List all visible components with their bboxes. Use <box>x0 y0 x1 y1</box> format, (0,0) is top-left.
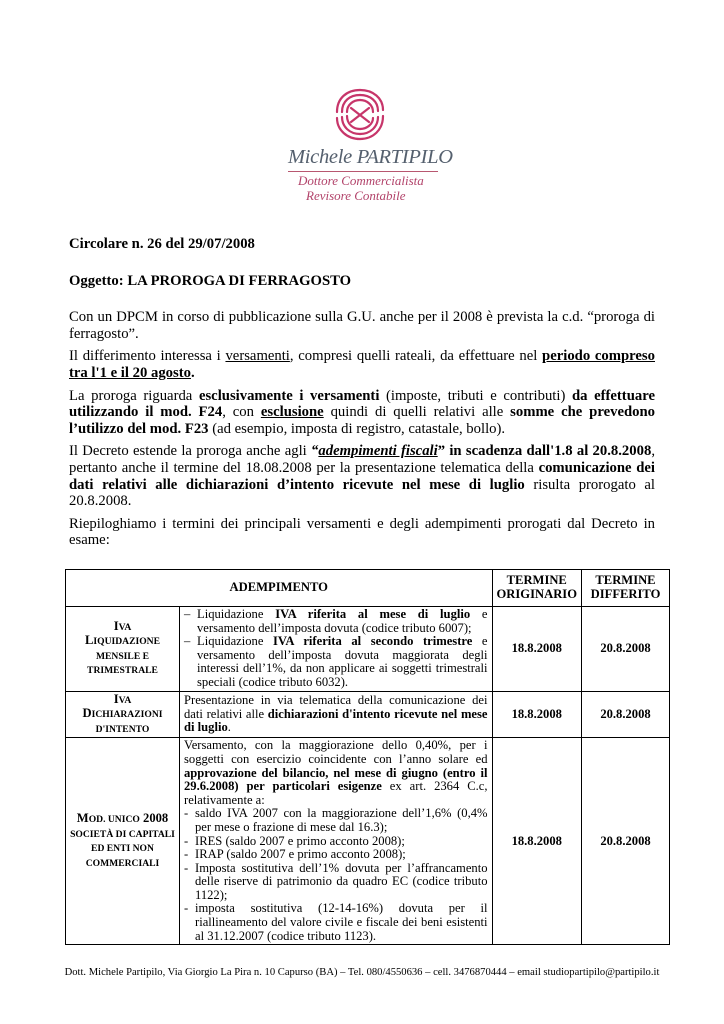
column-header-termine-differito: TERMINE DIFFERITO <box>582 570 670 607</box>
list-item: - IRAP (saldo 2007 e primo acconto 2008); <box>195 848 488 862</box>
list-item: - IRES (saldo 2007 e primo acconto 2008); <box>195 835 488 849</box>
row-description <box>180 738 493 945</box>
termine-differito: 20.8.2008 <box>582 738 670 945</box>
table-row <box>66 691 670 738</box>
column-header-adempimento: ADEMPIMENTO <box>66 570 493 607</box>
list-item: - imposta sostitutiva (12-14-16%) dovuta per il riallineamento del valore civile e fiscale dei beni esistenti al 31.12.2007 (codice tributo 1123). <box>195 902 488 943</box>
list-item: - saldo IVA 2007 con la maggiorazione dell’1,6% (0,4% per mese o frazione di mese dal 16.3); <box>195 807 488 834</box>
row-category: IVA DICHIARAZIONI D'INTENTO <box>66 691 180 738</box>
row-intro: Versamento, con la maggiorazione dello 0,40%, per i soggetti con esercizio coincidente con l’anno solare ed approvazione del bilancio, nel mese di giugno (entro il 29.6.2008) per particolari esigenze ex art. 2364 C.c, relativamente a: <box>184 738 488 807</box>
paragraph-5: Riepiloghiamo i termini dei principali versamenti e degli adempimenti prorogati dal Decreto in esame: <box>69 515 655 549</box>
paragraph-1: Con un DPCM in corso di pubblicazione sulla G.U. anche per il 2008 è prevista la c.d. “proroga di ferragosto”. <box>69 309 655 342</box>
termine-originario: 18.8.2008 <box>492 738 581 945</box>
logo-divider <box>288 171 438 172</box>
list-item: – Liquidazione IVA riferita al secondo trimestre e versamento dell’imposta dovuta maggiorata degli interessi dell’1%, da non applicare ai soggetti trimestrali speciali (codice tributo 6032). <box>197 635 488 689</box>
paragraph-2: Il differimento interessa i versamenti, compresi quelli rateali, da effettuare nel periodo compreso tra l'1 e il 20 agosto. <box>69 348 655 381</box>
table-row <box>66 607 670 692</box>
row-description: Presentazione in via telematica della comunicazione dei dati relativi alle dichiarazioni d'intento ricevute nel mese di luglio. <box>180 691 493 738</box>
page-footer: Dott. Michele Partipilo, Via Giorgio La Pira n. 10 Capurso (BA) – Tel. 080/4550636 – cell. 3476870444 – email studiopartipilo@partipilo.it <box>64 967 660 978</box>
table-row <box>66 738 670 945</box>
termine-differito: 20.8.2008 <box>582 607 670 692</box>
termine-originario: 18.8.2008 <box>492 607 581 692</box>
termine-originario: 18.8.2008 <box>492 691 581 738</box>
row-category: MOD. UNICO 2008 SOCIETÀ DI CAPITALI ED ENTI NON COMMERCIALI <box>66 738 180 945</box>
logo-name: Michele PARTIPILO <box>288 146 453 168</box>
row-description <box>180 607 493 692</box>
subject-line: Oggetto: LA PROROGA DI FERRAGOSTO <box>69 272 352 289</box>
letter-body <box>69 236 655 549</box>
paragraph-3: La proroga riguarda esclusivamente i versamenti (imposte, tributi e contributi) da effettuare utilizzando il mod. F24, con esclusione quindi di quelli relativi alle somme che prevedono l’utilizzo del mod. F23 (ad esempio, imposta di registro, catastale, bollo). <box>69 387 655 437</box>
termine-differito: 20.8.2008 <box>582 691 670 738</box>
paragraph-4: Il Decreto estende la proroga anche agli “adempimenti fiscali” in scadenza dall'1.8 al 20.8.2008, pertanto anche il termine del 18.08.2008 per la presentazione telematica della comunicazione dei dati relativi alle dichiarazioni d’intento ricevute nel mese di luglio risulta prorogato al 20.8.2008. <box>69 443 655 510</box>
logo-subtitle: Revisore Contabile <box>306 188 406 203</box>
row-category: IVA LIQUIDAZIONE MENSILE E TRIMESTRALE <box>66 607 180 692</box>
column-header-termine-originario: TERMINE ORIGINARIO <box>492 570 581 607</box>
logo-mark-icon <box>325 84 395 146</box>
list-item: – Liquidazione IVA riferita al mese di luglio e versamento dell’imposta dovuta (codice tributo 6007); <box>197 608 488 635</box>
studio-logo <box>270 82 460 206</box>
list-item: - Imposta sostitutiva dell’1% dovuta per l’affrancamento delle riserve di patrimonio da quadro EC (codice tributo 1122); <box>195 862 488 903</box>
table-header-row <box>66 570 670 607</box>
deadlines-table <box>65 569 670 945</box>
circolare-number: Circolare n. 26 del 29/07/2008 <box>69 236 255 252</box>
logo-title: Dottore Commercialista <box>298 173 424 188</box>
